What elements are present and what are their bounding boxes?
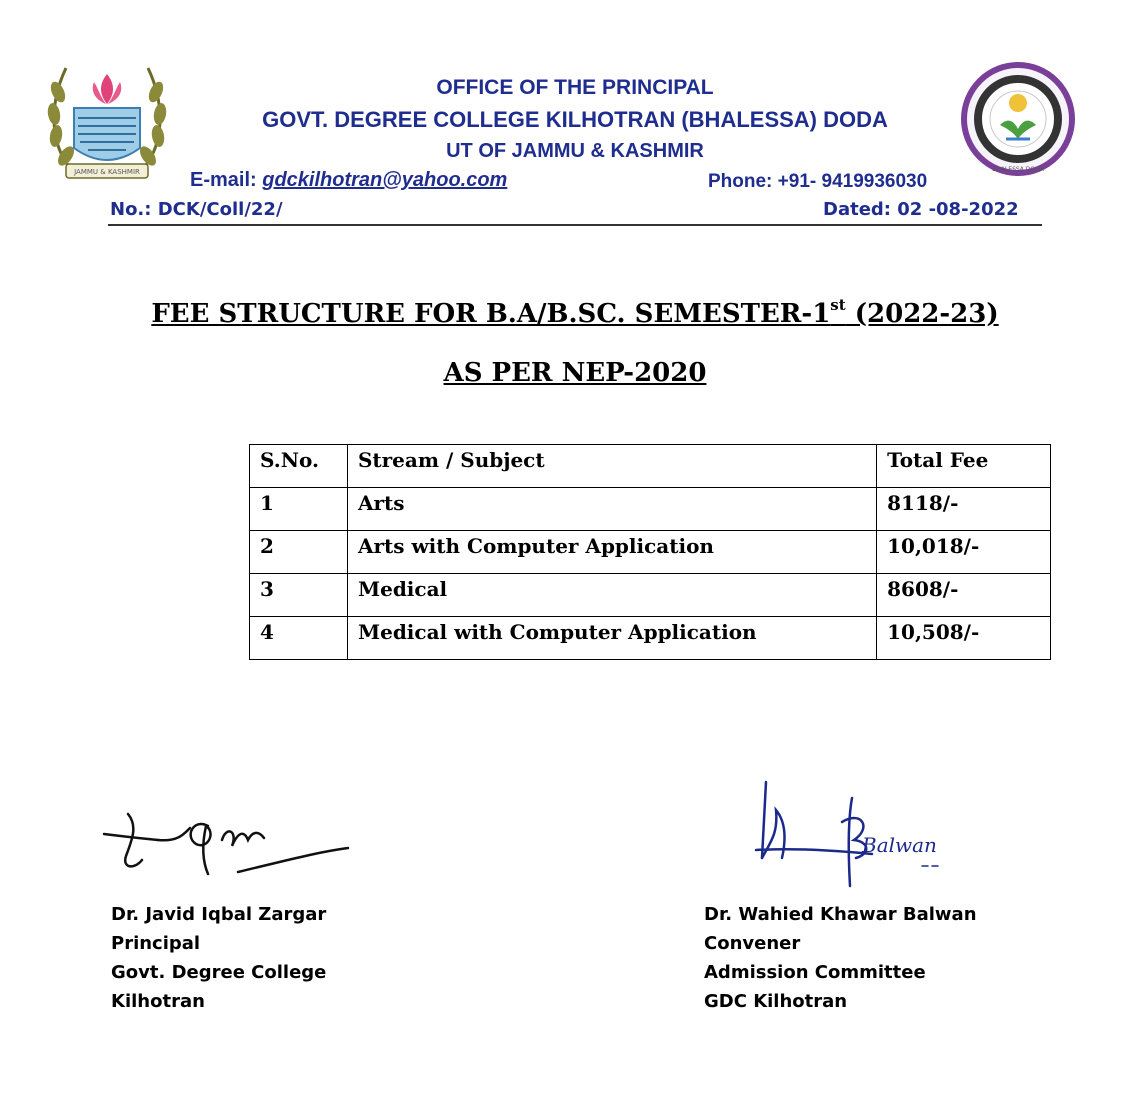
college-name: GOVT. DEGREE COLLEGE KILHOTRAN (BHALESSA) DODA [262, 107, 888, 132]
convener-institution: GDC Kilhotran [704, 991, 848, 1012]
office-heading: OFFICE OF THE PRINCIPAL [436, 76, 714, 99]
title-main: FEE STRUCTURE FOR B.A/B.SC. SEMESTER-1 [151, 299, 831, 329]
document-date: Dated: 02 -08-2022 [823, 199, 1019, 220]
table-row [250, 574, 1051, 617]
reference-number: No.: DCK/Coll/22/ [110, 199, 283, 220]
cell-sno: 1 [250, 488, 348, 531]
cell-fee: 10,018/- [877, 531, 1051, 574]
ut-name: UT OF JAMMU & KASHMIR [446, 140, 704, 162]
convener-signature [752, 770, 962, 890]
title-tail: (2022-23) [845, 299, 999, 329]
document-subtitle: AS PER NEP-2020 [443, 358, 707, 388]
convener-signature-block [704, 900, 977, 1016]
principal-name: Dr. Javid Iqbal Zargar [111, 904, 327, 925]
svg-text:Balwan: Balwan [862, 833, 937, 857]
cell-fee: 8118/- [877, 488, 1051, 531]
cell-fee: 8608/- [877, 574, 1051, 617]
principal-location: Kilhotran [111, 991, 205, 1012]
svg-text:BHALESSA DODA: BHALESSA DODA [992, 166, 1044, 173]
table-header-row [250, 445, 1051, 488]
cell-sno: 3 [250, 574, 348, 617]
principal-institution: Govt. Degree College [111, 962, 327, 983]
convener-title: Convener [704, 933, 801, 954]
table-row [250, 488, 1051, 531]
fee-table [249, 444, 1051, 660]
table-row [250, 617, 1051, 660]
cell-stream: Medical with Computer Application [347, 617, 876, 660]
cell-fee: 10,508/- [877, 617, 1051, 660]
email-link[interactable]: gdckilhotran@yahoo.com [262, 169, 508, 191]
principal-signature-block [111, 900, 326, 1016]
title-superscript: st [830, 296, 846, 314]
cell-sno: 4 [250, 617, 348, 660]
cell-stream: Arts with Computer Application [347, 531, 876, 574]
header-divider [108, 224, 1042, 226]
cell-stream: Medical [347, 574, 876, 617]
svg-text:JAMMU & KASHMIR: JAMMU & KASHMIR [74, 168, 140, 176]
convener-committee: Admission Committee [704, 962, 926, 983]
principal-title: Principal [111, 933, 201, 954]
principal-signature [98, 796, 358, 886]
email-row [190, 169, 507, 192]
document-title [0, 296, 1126, 329]
header-sno: S.No. [250, 445, 348, 488]
convener-name: Dr. Wahied Khawar Balwan [704, 904, 977, 925]
header-total-fee: Total Fee [877, 445, 1051, 488]
email-label: E-mail: [190, 169, 257, 191]
cell-sno: 2 [250, 531, 348, 574]
table-row [250, 531, 1051, 574]
phone-number: Phone: +91- 9419936030 [708, 171, 928, 192]
header-stream: Stream / Subject [347, 445, 876, 488]
cell-stream: Arts [347, 488, 876, 531]
